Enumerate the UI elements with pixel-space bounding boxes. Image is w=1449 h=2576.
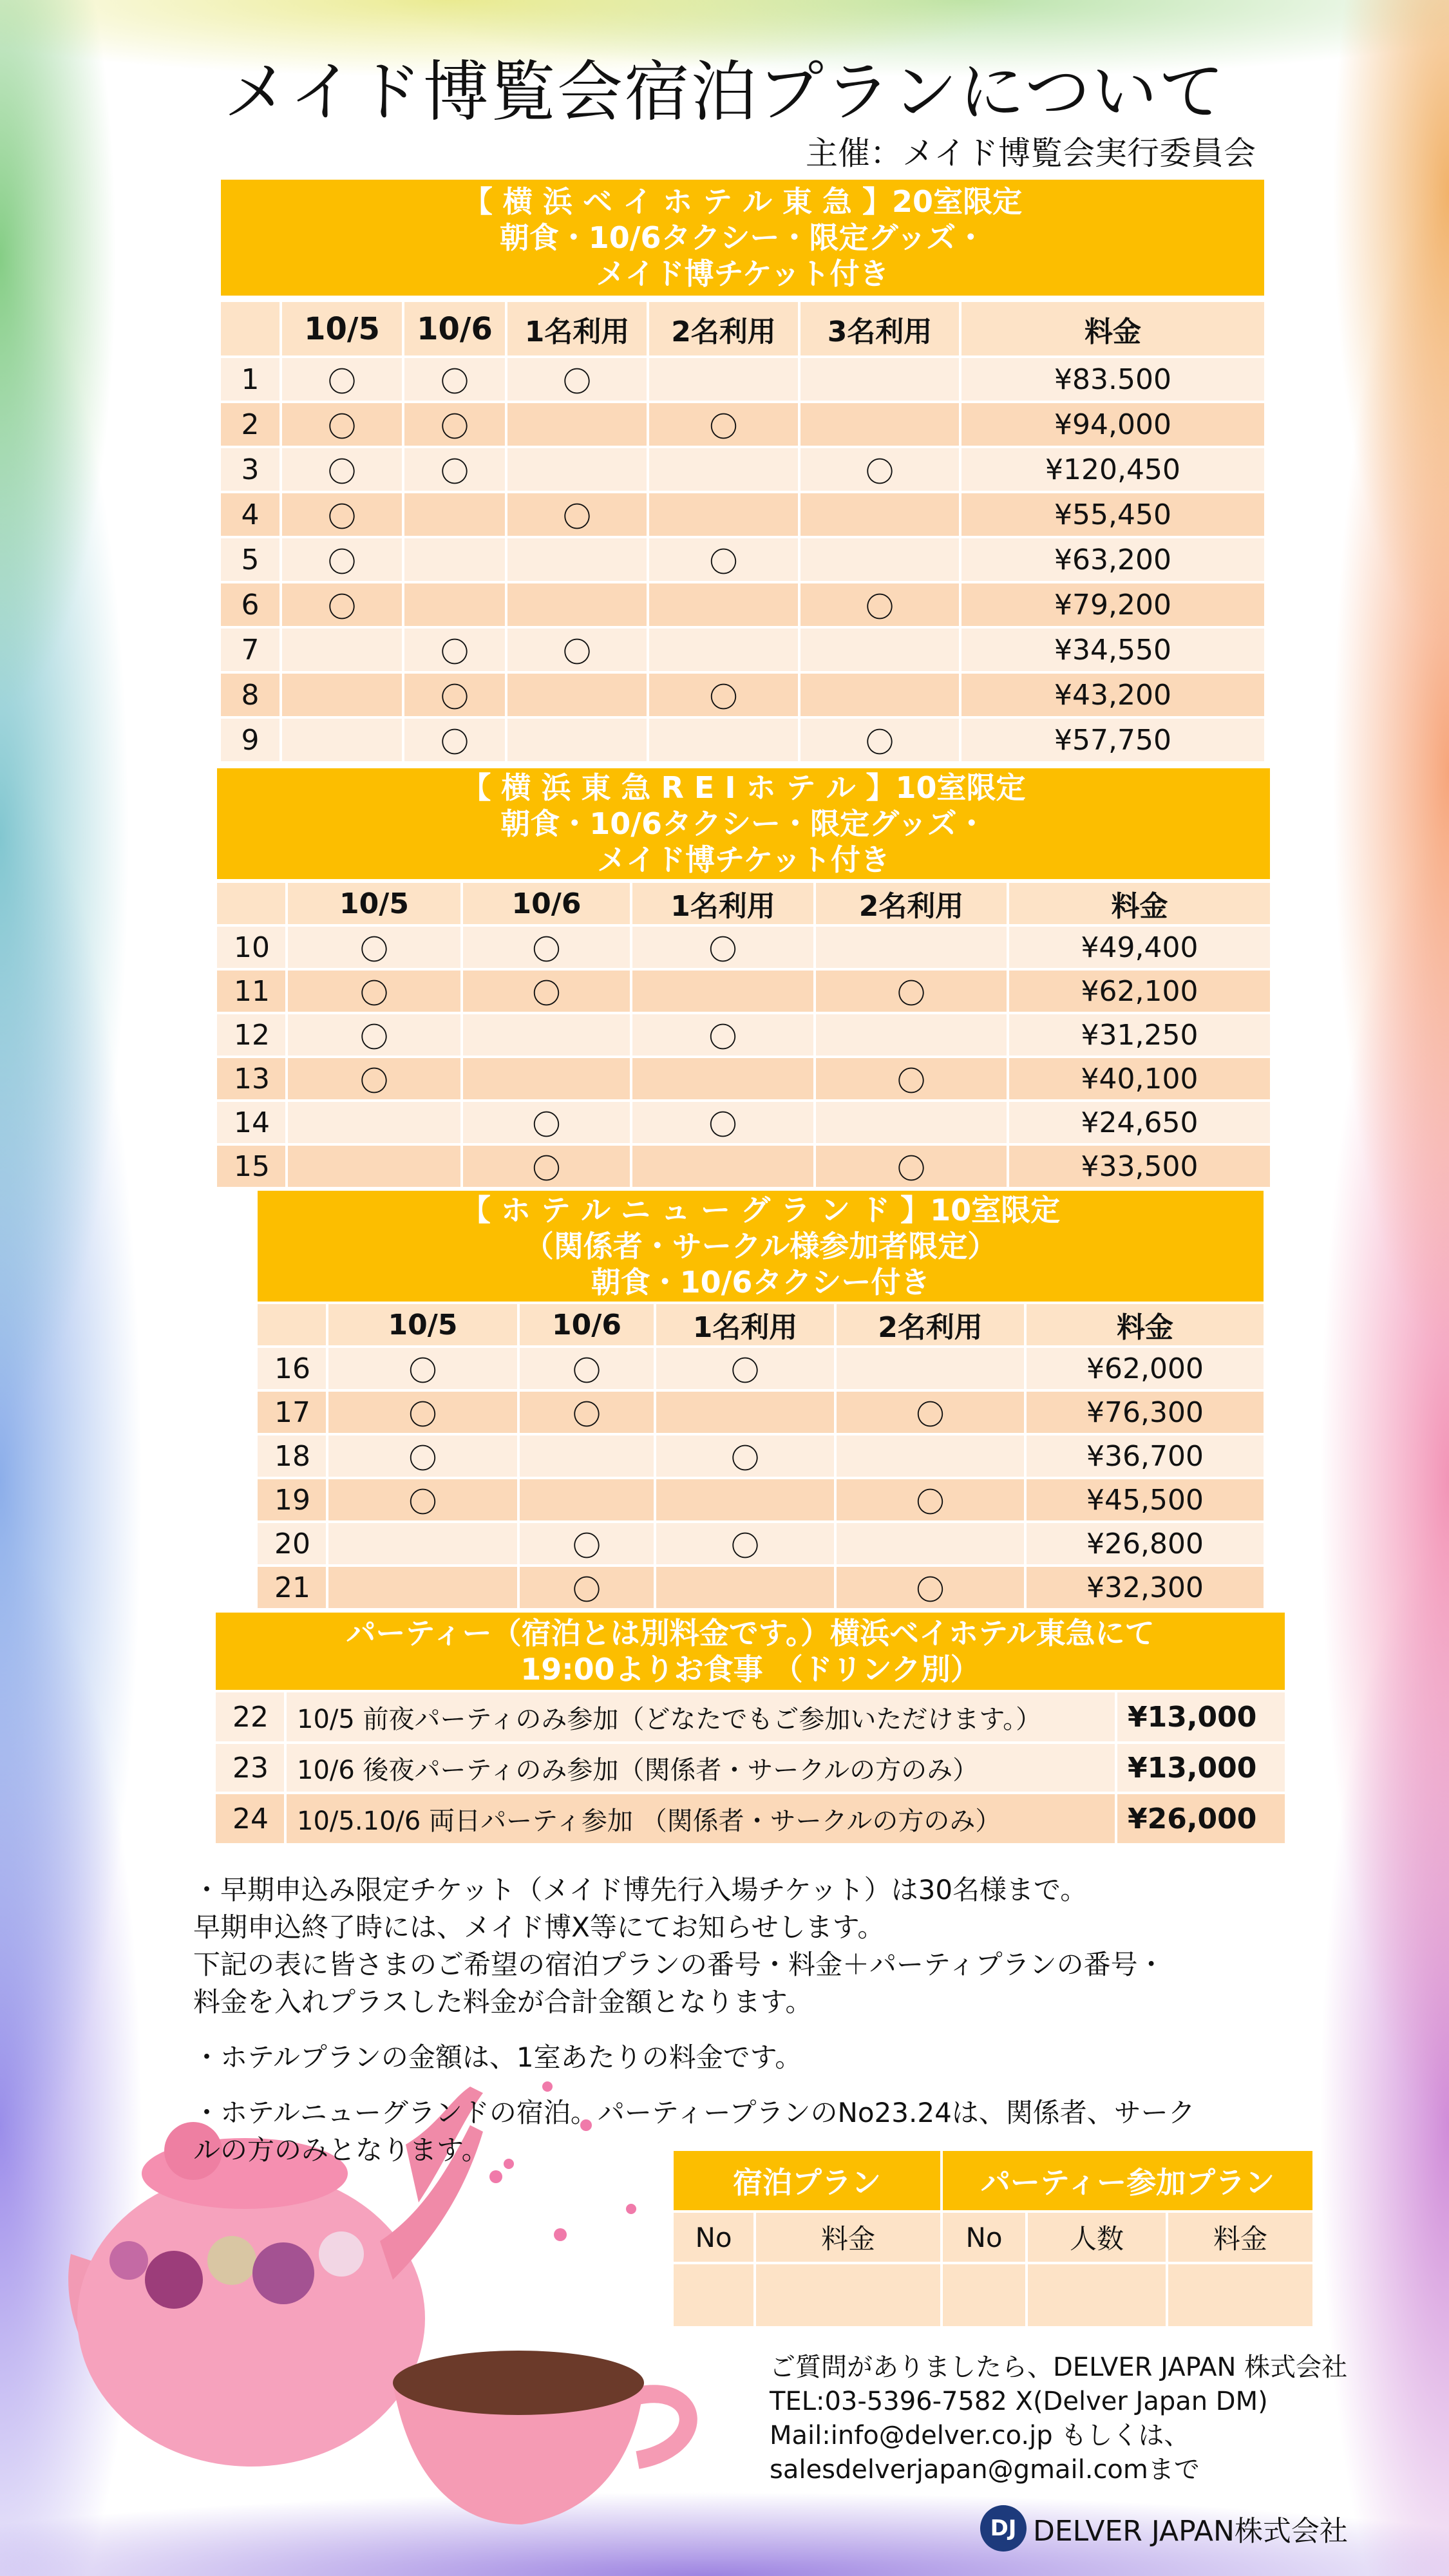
- column-header: 2名利用: [648, 301, 799, 357]
- table-row: [220, 447, 1265, 492]
- hotel2-header: [217, 768, 1270, 879]
- cell: 〇: [815, 1057, 1008, 1101]
- cell: 〇: [506, 357, 648, 402]
- cell: 〇: [462, 1144, 631, 1188]
- table-row: [216, 1013, 1271, 1057]
- cell: [506, 717, 648, 762]
- cell: [815, 1101, 1008, 1144]
- cell: 〇: [281, 402, 403, 447]
- plan-number: 24: [214, 1793, 285, 1844]
- cell: [518, 1478, 655, 1522]
- table-header-row: [220, 301, 1265, 357]
- cell: [631, 1144, 815, 1188]
- cell: [631, 1057, 815, 1101]
- column-header: 10/5: [281, 301, 403, 357]
- cell: 〇: [631, 1101, 815, 1144]
- table-row: [220, 582, 1265, 627]
- stay-price-field[interactable]: [755, 2263, 942, 2327]
- cell: 〇: [506, 492, 648, 537]
- cell: 〇: [655, 1434, 835, 1478]
- table-row: [256, 1566, 1265, 1609]
- cell: [799, 627, 960, 672]
- price: ¥43,200: [960, 672, 1265, 717]
- contact-line: ご質問がありましたら、DELVER JAPAN 株式会社: [770, 2353, 1348, 2382]
- party-people-header: 人数: [1027, 2211, 1167, 2263]
- cell: 〇: [655, 1522, 835, 1566]
- table-row: [220, 492, 1265, 537]
- plan-number: 5: [220, 537, 281, 582]
- party-people-field[interactable]: [1027, 2263, 1167, 2327]
- stay-no-header: No: [672, 2211, 755, 2263]
- cell: 〇: [835, 1566, 1025, 1609]
- plan-number: 4: [220, 492, 281, 537]
- table-row: [256, 1478, 1265, 1522]
- hotel1-header-line1: 【 横 浜 ベ イ ホ テ ル 東 急 】20室限定: [462, 184, 1023, 219]
- party-no-header: No: [942, 2211, 1027, 2263]
- plan-number: 19: [256, 1478, 327, 1522]
- column-header: 1名利用: [655, 1303, 835, 1347]
- cell: [327, 1566, 518, 1609]
- price: ¥62,000: [1025, 1347, 1265, 1390]
- column-header: [220, 301, 281, 357]
- table-row: [216, 969, 1271, 1013]
- summary-header-row: [672, 2150, 1314, 2211]
- hotel2-header-line2: 朝食・10/6タクシー・限定グッズ・: [500, 806, 987, 841]
- column-header: 1名利用: [631, 882, 815, 925]
- cell: 〇: [281, 447, 403, 492]
- plan-number: 13: [216, 1057, 287, 1101]
- hotel1-table: [218, 299, 1267, 764]
- party-header: [216, 1613, 1285, 1690]
- price: ¥83.500: [960, 357, 1265, 402]
- cell: [648, 627, 799, 672]
- cell: 〇: [403, 627, 506, 672]
- plan-number: 10: [216, 925, 287, 969]
- hotel1-header: [221, 180, 1264, 296]
- table-row: [220, 717, 1265, 762]
- cell: 〇: [655, 1347, 835, 1390]
- cell: 〇: [287, 925, 462, 969]
- hotel3-header: [258, 1191, 1264, 1302]
- table-row: [220, 402, 1265, 447]
- note-line: ルの方のみとなります。: [193, 2134, 489, 2166]
- hotel1-header-line3: メイド博チケット付き: [596, 256, 889, 291]
- plan-number: 18: [256, 1434, 327, 1478]
- price: ¥49,400: [1008, 925, 1271, 969]
- price: ¥40,100: [1008, 1057, 1271, 1101]
- cell: [815, 925, 1008, 969]
- price: ¥55,450: [960, 492, 1265, 537]
- cell: 〇: [287, 1057, 462, 1101]
- stay-plan-label: 宿泊プラン: [672, 2150, 942, 2211]
- plan-number: 3: [220, 447, 281, 492]
- cell: 〇: [287, 969, 462, 1013]
- summary-subheader-row: [672, 2211, 1314, 2263]
- price: ¥62,100: [1008, 969, 1271, 1013]
- table-row: [216, 1057, 1271, 1101]
- cell: [648, 582, 799, 627]
- cell: [327, 1522, 518, 1566]
- cell: [799, 402, 960, 447]
- stay-price-header: 料金: [755, 2211, 942, 2263]
- party-price-field[interactable]: [1167, 2263, 1314, 2327]
- stay-no-field[interactable]: [672, 2263, 755, 2327]
- column-header: 3名利用: [799, 301, 960, 357]
- cell: [403, 582, 506, 627]
- table-row: [214, 1793, 1286, 1844]
- note-line: ・早期申込み限定チケット（メイド博先行入場チケット）は30名様まで。: [193, 1874, 1088, 1906]
- cell: [281, 717, 403, 762]
- cell: [835, 1522, 1025, 1566]
- plan-number: 9: [220, 717, 281, 762]
- plan-number: 14: [216, 1101, 287, 1144]
- cell: 〇: [518, 1522, 655, 1566]
- hotel3-header-line3: 朝食・10/6タクシー付き: [591, 1265, 931, 1300]
- cell: 〇: [462, 1101, 631, 1144]
- cell: [281, 627, 403, 672]
- hotel3-header-line1: 【 ホ テ ル ニ ュ ー グ ラ ン ド 】10室限定: [460, 1193, 1061, 1227]
- plan-number: 1: [220, 357, 281, 402]
- plan-number: 12: [216, 1013, 287, 1057]
- table-header-row: [256, 1303, 1265, 1347]
- contact-phone: TEL:03-5396-7582 X(Delver Japan DM): [770, 2387, 1268, 2416]
- note-line: ・ホテルニューグランドの宿泊。パーティープランのNo23.24は、関係者、サーク: [193, 2097, 1195, 2128]
- cell: 〇: [518, 1390, 655, 1434]
- cell: 〇: [462, 969, 631, 1013]
- cell: 〇: [631, 925, 815, 969]
- plan-number: 6: [220, 582, 281, 627]
- table-row: [220, 357, 1265, 402]
- cell: 〇: [648, 402, 799, 447]
- cell: [506, 402, 648, 447]
- plan-number: 17: [256, 1390, 327, 1434]
- column-header: [256, 1303, 327, 1347]
- price: ¥79,200: [960, 582, 1265, 627]
- price: ¥45,500: [1025, 1478, 1265, 1522]
- page-title: メイド博覧会宿泊プランについて: [223, 54, 1226, 131]
- plan-number: 22: [214, 1691, 285, 1743]
- cell: [648, 492, 799, 537]
- hotel2-header-line1: 【 横 浜 東 急 R E I ホ テ ル 】10室限定: [461, 770, 1026, 805]
- cell: 〇: [327, 1478, 518, 1522]
- price: ¥63,200: [960, 537, 1265, 582]
- table-header-row: [216, 882, 1271, 925]
- cell: [799, 672, 960, 717]
- party-description: 10/5 前夜パーティのみ参加（どなたでもご参加いただけます。）: [285, 1691, 1116, 1743]
- cell: [462, 1013, 631, 1057]
- cell: [518, 1434, 655, 1478]
- price: ¥57,750: [960, 717, 1265, 762]
- price: ¥24,650: [1008, 1101, 1271, 1144]
- cell: [799, 492, 960, 537]
- cell: 〇: [281, 492, 403, 537]
- order-summary-table: [671, 2148, 1315, 2329]
- column-header: 料金: [1025, 1303, 1265, 1347]
- cell: 〇: [506, 627, 648, 672]
- cell: 〇: [403, 672, 506, 717]
- cell: 〇: [327, 1434, 518, 1478]
- cell: 〇: [815, 1144, 1008, 1188]
- cell: [403, 537, 506, 582]
- logo-mark: DJ: [980, 2505, 1027, 2552]
- company-logo: [980, 2505, 1348, 2552]
- column-header: [216, 882, 287, 925]
- cell: 〇: [815, 969, 1008, 1013]
- party-header-line2: 19:00よりお食事 （ドリンク別）: [520, 1652, 980, 1687]
- table-row: [220, 627, 1265, 672]
- plan-number: 16: [256, 1347, 327, 1390]
- price: ¥33,500: [1008, 1144, 1271, 1188]
- price: ¥13,000: [1116, 1691, 1286, 1743]
- hotel3-table: [255, 1302, 1266, 1611]
- cell: 〇: [281, 537, 403, 582]
- cell: 〇: [648, 672, 799, 717]
- contact-mail: Mail:info@delver.co.jp もしくは、: [770, 2421, 1190, 2450]
- organizer: 主催：メイド博覧会実行委員会: [806, 135, 1256, 172]
- cell: 〇: [403, 402, 506, 447]
- price: ¥120,450: [960, 447, 1265, 492]
- cell: [648, 447, 799, 492]
- cell: 〇: [799, 447, 960, 492]
- plan-number: 20: [256, 1522, 327, 1566]
- contact-info: [770, 2351, 1347, 2487]
- price: ¥32,300: [1025, 1566, 1265, 1609]
- column-header: 10/5: [287, 882, 462, 925]
- cell: 〇: [281, 357, 403, 402]
- cell: [506, 582, 648, 627]
- contact-mail-alt: salesdelverjapan@gmail.comまで: [770, 2455, 1200, 2485]
- cell: [799, 537, 960, 582]
- party-plan-label: パーティー参加プラン: [942, 2150, 1314, 2211]
- logo-text: DELVER JAPAN株式会社: [1033, 2515, 1348, 2548]
- plan-number: 21: [256, 1566, 327, 1609]
- cell: [462, 1057, 631, 1101]
- party-description: 10/5.10/6 両日パーティ参加 （関係者・サークルの方のみ）: [285, 1793, 1116, 1844]
- price: ¥36,700: [1025, 1434, 1265, 1478]
- cell: 〇: [835, 1478, 1025, 1522]
- price: ¥34,550: [960, 627, 1265, 672]
- hotel2-table: [214, 880, 1273, 1189]
- cell: 〇: [518, 1566, 655, 1609]
- cell: [655, 1566, 835, 1609]
- cell: [815, 1013, 1008, 1057]
- table-row: [256, 1434, 1265, 1478]
- column-header: 料金: [1008, 882, 1271, 925]
- table-row: [216, 1144, 1271, 1188]
- cell: 〇: [403, 357, 506, 402]
- price: ¥76,300: [1025, 1390, 1265, 1434]
- party-no-field[interactable]: [942, 2263, 1027, 2327]
- price: ¥94,000: [960, 402, 1265, 447]
- party-description: 10/6 後夜パーティのみ参加（関係者・サークルの方のみ）: [285, 1743, 1116, 1793]
- cell: 〇: [281, 582, 403, 627]
- party-table: [213, 1690, 1287, 1846]
- cell: [287, 1101, 462, 1144]
- hotel1-header-line2: 朝食・10/6タクシー・限定グッズ・: [499, 220, 986, 255]
- plan-number: 7: [220, 627, 281, 672]
- party-price-header: 料金: [1167, 2211, 1314, 2263]
- cell: [506, 537, 648, 582]
- table-row: [214, 1743, 1286, 1793]
- cell: 〇: [631, 1013, 815, 1057]
- plan-number: 23: [214, 1743, 285, 1793]
- cell: 〇: [287, 1013, 462, 1057]
- table-row: [216, 925, 1271, 969]
- table-row: [214, 1691, 1286, 1743]
- table-row: [256, 1390, 1265, 1434]
- cell: [281, 672, 403, 717]
- summary-entry-row: [672, 2263, 1314, 2327]
- cell: 〇: [403, 447, 506, 492]
- hotel2-header-line3: メイド博チケット付き: [597, 842, 890, 877]
- cell: 〇: [327, 1347, 518, 1390]
- cell: [835, 1347, 1025, 1390]
- cell: [655, 1478, 835, 1522]
- cell: 〇: [835, 1390, 1025, 1434]
- cell: [835, 1434, 1025, 1478]
- price: ¥26,000: [1116, 1793, 1286, 1844]
- note-line: 下記の表に皆さまのご希望の宿泊プランの番号・料金＋パーティプランの番号・: [193, 1949, 1165, 1980]
- column-header: 10/6: [518, 1303, 655, 1347]
- cell: 〇: [327, 1390, 518, 1434]
- column-header: 1名利用: [506, 301, 648, 357]
- cell: [631, 969, 815, 1013]
- column-header: 10/5: [327, 1303, 518, 1347]
- cell: [506, 672, 648, 717]
- hotel3-header-line2: （関係者・サークル様参加者限定）: [524, 1229, 998, 1264]
- cell: [799, 357, 960, 402]
- cell: 〇: [518, 1347, 655, 1390]
- cell: 〇: [799, 582, 960, 627]
- cell: [648, 357, 799, 402]
- note-line: 早期申込終了時には、メイド博X等にてお知らせします。: [193, 1911, 885, 1943]
- plan-number: 2: [220, 402, 281, 447]
- cell: [655, 1390, 835, 1434]
- cell: [403, 492, 506, 537]
- column-header: 2名利用: [815, 882, 1008, 925]
- cell: 〇: [799, 717, 960, 762]
- party-header-line1: パーティー（宿泊とは別料金です。）横浜ベイホテル東急にて: [346, 1616, 1155, 1651]
- plan-number: 8: [220, 672, 281, 717]
- note-line: 料金を入れプラスした料金が合計金額となります。: [193, 1986, 813, 2018]
- price: ¥31,250: [1008, 1013, 1271, 1057]
- cell: 〇: [648, 537, 799, 582]
- price: ¥26,800: [1025, 1522, 1265, 1566]
- table-row: [256, 1347, 1265, 1390]
- price: ¥13,000: [1116, 1743, 1286, 1793]
- note-line: ・ホテルプランの金額は、1室あたりの料金です。: [193, 2041, 802, 2073]
- column-header: 10/6: [403, 301, 506, 357]
- cell: [506, 447, 648, 492]
- table-row: [256, 1522, 1265, 1566]
- table-row: [220, 672, 1265, 717]
- column-header: 料金: [960, 301, 1265, 357]
- column-header: 2名利用: [835, 1303, 1025, 1347]
- table-row: [220, 537, 1265, 582]
- cell: 〇: [462, 925, 631, 969]
- cell: 〇: [403, 717, 506, 762]
- plan-number: 11: [216, 969, 287, 1013]
- cell: [287, 1144, 462, 1188]
- cell: [648, 717, 799, 762]
- column-header: 10/6: [462, 882, 631, 925]
- notes: [193, 1871, 1320, 2169]
- plan-number: 15: [216, 1144, 287, 1188]
- table-row: [216, 1101, 1271, 1144]
